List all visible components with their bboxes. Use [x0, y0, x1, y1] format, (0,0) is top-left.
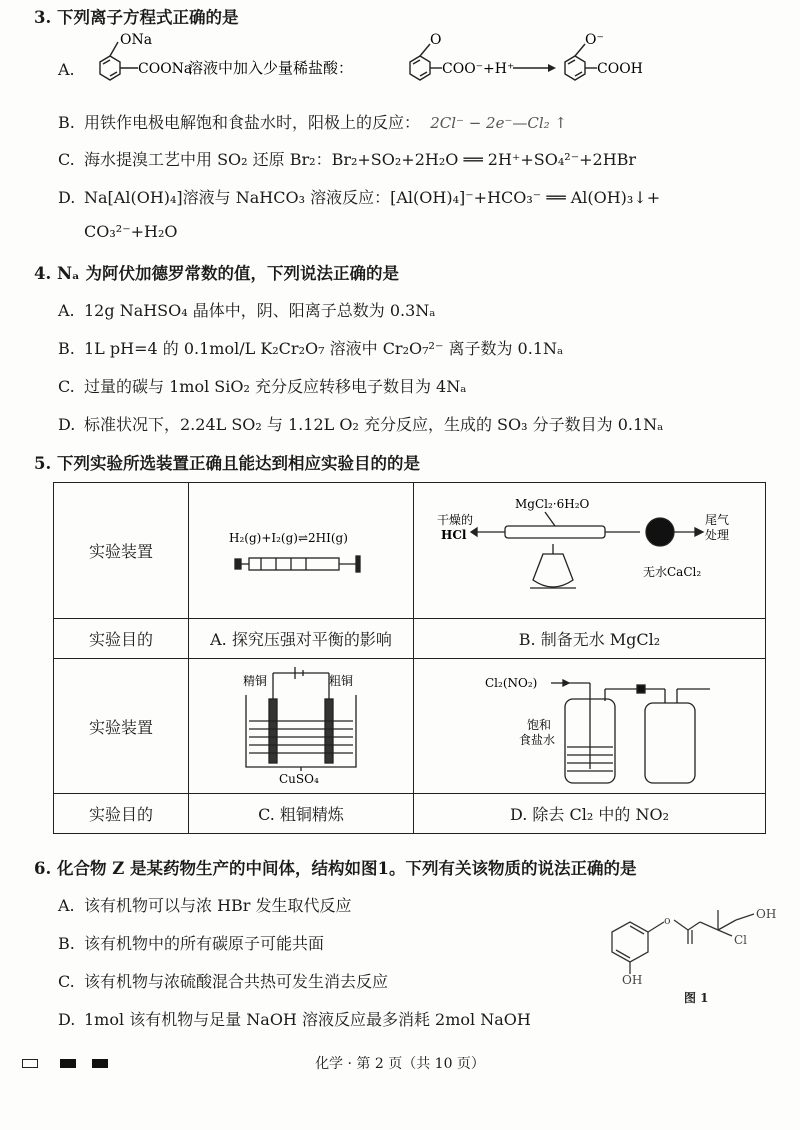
- electrolysis-diagram: [191, 659, 411, 789]
- row-label-purpose-1: 实验目的: [54, 619, 189, 659]
- dry-label-1: 干燥的: [436, 512, 473, 527]
- oh-label-2: OH: [756, 907, 777, 921]
- crude-cu-label: 粗铜: [329, 674, 354, 688]
- q4-option-c: [58, 374, 466, 397]
- purpose-b: B. 制备无水 MgCl₂: [414, 619, 766, 659]
- ona-label: ONa: [120, 32, 153, 48]
- q4-option-b-text: 1L pH=4 的 0.1mol/L K₂Cr₂O₇ 溶液中 Cr₂O₇²⁻ 离子数为 0.1Nₐ: [84, 339, 564, 358]
- q3-option-c-letter: C.: [58, 150, 75, 169]
- q3-option-a-structures: [80, 28, 680, 98]
- saturated-label-1: 饱和: [526, 718, 551, 732]
- mgcl2-label: MgCl₂·6H₂O: [514, 496, 589, 511]
- benzene-ring-2: [410, 44, 442, 80]
- q3-option-d: [58, 185, 660, 208]
- tail-label-1: 尾气: [704, 512, 729, 527]
- coona-label: COONa: [138, 61, 193, 77]
- syringe-diagram: [191, 484, 411, 614]
- q3-option-c-text: 海水提溴工艺中用 SO₂ 还原 Br₂：Br₂+SO₂+2H₂O ══ 2H⁺+SO₄²⁻+2HBr: [84, 150, 637, 169]
- q6-option-a-letter: A.: [58, 896, 75, 915]
- purpose-c: C. 粗铜精炼: [189, 794, 414, 834]
- mgcl2-apparatus-diagram: [415, 484, 765, 614]
- q3-option-c: [58, 147, 636, 170]
- o-label: O: [430, 32, 442, 48]
- row-label-apparatus-1: 实验装置: [54, 483, 189, 619]
- apparatus-d: [414, 659, 766, 794]
- q6-option-b-letter: B.: [58, 934, 75, 953]
- question-5-stem: 5. 下列实验所选装置正确且能达到相应实验目的的是: [34, 454, 420, 473]
- q6-option-d: [58, 1007, 531, 1030]
- saturated-label-2: 食盐水: [518, 733, 555, 747]
- q6-option-a-text: 该有机物可以与浓 HBr 发生取代反应: [84, 896, 352, 915]
- q4-option-d-text: 标准状况下，2.24L SO₂ 与 1.12L O₂ 充分反应，生成的 SO₃ 分子数目为 0.1Nₐ: [84, 415, 664, 434]
- purpose-a: A. 探究压强对平衡的影响: [189, 619, 414, 659]
- page-footer: 化学 · 第 2 页（共 10 页）: [315, 1056, 485, 1072]
- figure-caption: 图 1: [684, 991, 709, 1005]
- q4-option-c-letter: C.: [58, 377, 75, 396]
- cooh-label: COOH: [597, 61, 643, 77]
- q6-option-b: [58, 931, 324, 954]
- q6-option-a: [58, 893, 352, 916]
- cl-label: Cl: [734, 933, 748, 947]
- tail-label-2: 处理: [704, 527, 729, 542]
- q4-option-a-text: 12g NaHSO₄ 晶体中，阴、阳离子总数为 0.3Nₐ: [84, 301, 436, 320]
- cacl2-label: 无水CaCl₂: [642, 564, 701, 579]
- q3-option-d-line1: Na[Al(OH)₄]溶液与 NaHCO₃ 溶液反应：[Al(OH)₄]⁻+HCO₃⁻ ══ Al(OH)₃↓+: [84, 188, 661, 207]
- syringe-eq: H₂(g)+I₂(g)⇌2HI(g): [229, 530, 348, 545]
- purpose-d: D. 除去 Cl₂ 中的 NO₂: [414, 794, 766, 834]
- q4-option-a: [58, 298, 435, 321]
- q6-option-c-text: 该有机物与浓硫酸混合共热可发生消去反应: [84, 972, 389, 991]
- q4-option-b: [58, 336, 563, 359]
- question-3-stem: 3. 下列离子方程式正确的是: [34, 8, 239, 27]
- experiment-table: [53, 482, 766, 834]
- dry-label-2: HCl: [440, 527, 466, 542]
- q6-option-d-letter: D.: [58, 1010, 76, 1029]
- gas-wash-bottles-diagram: [415, 659, 765, 789]
- q4-option-c-text: 过量的碳与 1mol SiO₂ 充分反应转移电子数目为 4Nₐ: [84, 377, 467, 396]
- q3-option-a-letter: A.: [58, 60, 75, 79]
- q3-option-b-text: 用铁作电极电解饱和食盐水时，阳极上的反应：: [84, 113, 421, 132]
- compound-z-structure: [600, 892, 790, 1012]
- pure-cu-label: 精铜: [243, 674, 268, 688]
- oh-label-1: OH: [622, 973, 643, 987]
- o-minus-label: O⁻: [585, 32, 604, 48]
- row-label-apparatus-2: 实验装置: [54, 659, 189, 794]
- q6-option-c-letter: C.: [58, 972, 75, 991]
- coo-label: COO⁻+H⁺: [442, 61, 515, 77]
- q4-option-d: [58, 412, 663, 435]
- q3-option-b-letter: B.: [58, 113, 75, 132]
- q3-option-b-eq: 2Cl⁻ − 2e⁻—Cl₂ ↑: [430, 114, 567, 132]
- cuso4-label: CuSO₄: [279, 772, 319, 786]
- svg-text:o: o: [664, 914, 671, 927]
- q6-option-d-text: 1mol 该有机物与足量 NaOH 溶液反应最多消耗 2mol NaOH: [84, 1010, 531, 1029]
- benzene-ring-3: [565, 44, 597, 80]
- apparatus-b: [414, 483, 766, 619]
- question-4-stem: 4. Nₐ 为阿伏加德罗常数的值，下列说法正确的是: [34, 264, 399, 283]
- q3-option-d-letter: D.: [58, 188, 76, 207]
- q6-option-b-text: 该有机物中的所有碳原子可能共面: [84, 934, 325, 953]
- q3-option-d-line2: CO₃²⁻+H₂O: [84, 222, 178, 241]
- q4-option-d-letter: D.: [58, 415, 76, 434]
- apparatus-c: [189, 659, 414, 794]
- q6-option-c: [58, 969, 388, 992]
- q4-option-b-letter: B.: [58, 339, 75, 358]
- q3a-mid-text: 溶液中加入少量稀盐酸：: [188, 59, 354, 77]
- q3-option-b: [58, 110, 567, 133]
- question-6-stem: 6. 化合物 Z 是某药物生产的中间体，结构如图1。下列有关该物质的说法正确的是: [34, 859, 637, 878]
- q4-option-a-letter: A.: [58, 301, 75, 320]
- gas-label: Cl₂(NO₂): [484, 676, 537, 690]
- apparatus-a: [189, 483, 414, 619]
- row-label-purpose-2: 实验目的: [54, 794, 189, 834]
